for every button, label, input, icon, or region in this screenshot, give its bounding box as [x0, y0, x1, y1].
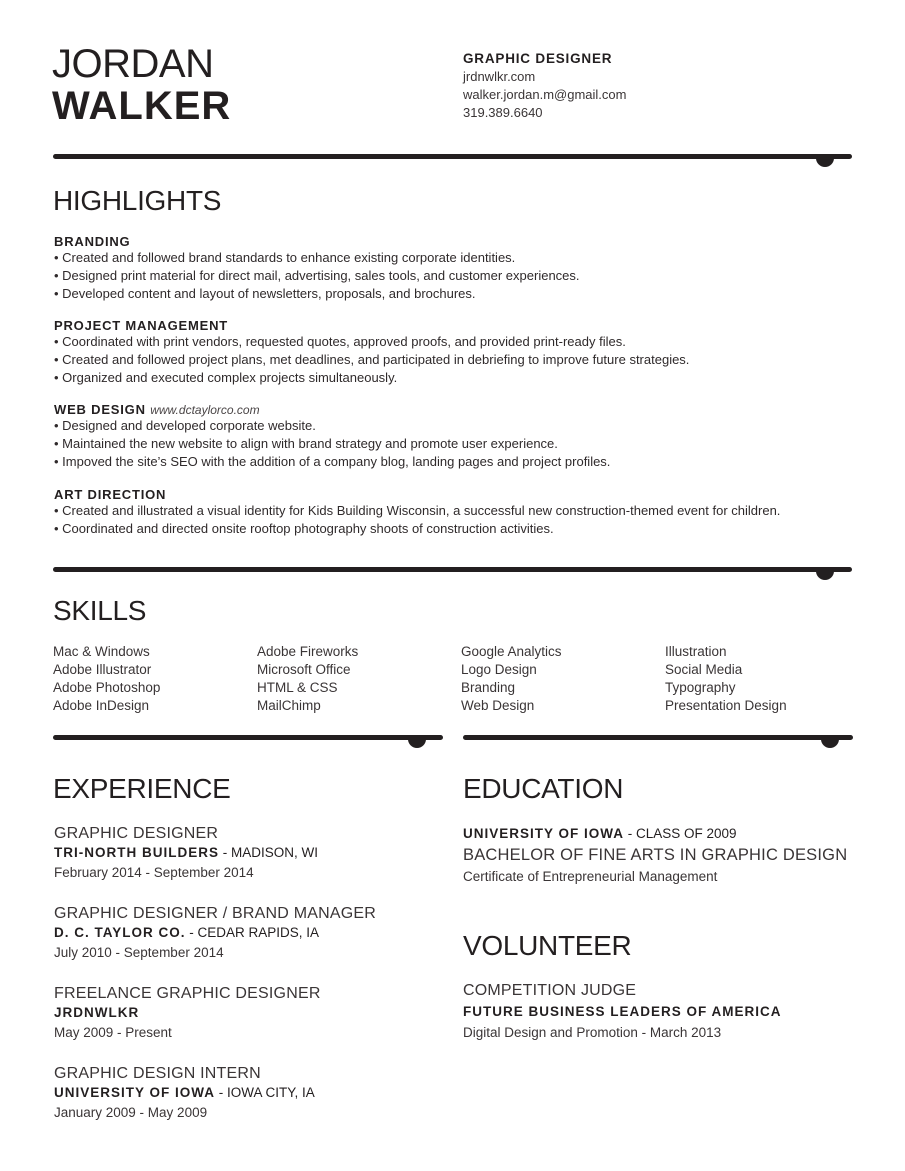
skill-item: MailChimp [257, 698, 321, 713]
highlight-item: • Created and followed brand standards to enhance existing corporate identities. [54, 250, 516, 265]
experience-entry [54, 824, 444, 884]
highlight-heading: ART DIRECTION [54, 487, 167, 502]
highlight-heading [54, 402, 854, 417]
highlight-heading-text: WEB DESIGN [54, 402, 146, 417]
job-title: GRAPHIC DESIGN INTERN [54, 1065, 261, 1082]
highlight-item: • Maintained the new website to align with brand strategy and promote user experience. [54, 436, 558, 451]
divider-rule [53, 567, 852, 572]
divider-rule [53, 735, 443, 740]
school-name: UNIVERSITY OF IOWA [463, 826, 625, 841]
skill-item: Adobe Illustrator [53, 662, 152, 677]
skills-column [53, 643, 160, 715]
job-employer [54, 923, 444, 942]
divider-dot [816, 158, 834, 167]
skill-item: Typography [665, 680, 736, 695]
highlight-item: • Designed print material for direct mail, advertising, sales tools, and customer experiences. [54, 268, 580, 283]
first-name: JORDAN [52, 42, 214, 86]
contact-block [463, 50, 626, 122]
experience-entry [54, 1064, 444, 1124]
highlight-item: • Impoved the site’s SEO with the addition of a company blog, landing pages and project profiles. [54, 454, 611, 469]
skill-item: Web Design [461, 698, 535, 713]
skills-column [461, 643, 562, 715]
job-employer [54, 1003, 444, 1022]
highlight-heading: BRANDING [54, 234, 131, 249]
experience-title: EXPERIENCE [53, 773, 231, 804]
skills-title: SKILLS [53, 595, 147, 626]
highlight-heading: PROJECT MANAGEMENT [54, 318, 229, 333]
highlight-item: • Organized and executed complex projects simultaneously. [54, 370, 398, 385]
job-dates: July 2010 - September 2014 [54, 945, 224, 960]
skill-item: Adobe InDesign [53, 698, 150, 713]
certificate: Certificate of Entrepreneurial Management [463, 869, 718, 884]
employer-location: - MADISON, WI [219, 845, 318, 860]
education-title: EDUCATION [463, 773, 624, 804]
skill-item: Adobe Photoshop [53, 680, 161, 695]
highlight-group-project-management [54, 318, 854, 387]
skill-item: Google Analytics [461, 644, 562, 659]
employer-name: JRDNWLKR [54, 1005, 140, 1020]
highlights-title: HIGHLIGHTS [53, 185, 222, 216]
job-title: GRAPHIC DESIGNER [54, 825, 219, 842]
employer-location: - CEDAR RAPIDS, IA [185, 925, 320, 940]
highlight-item: • Created and followed project plans, met deadlines, and participated in debriefing to improve future strategies. [54, 352, 690, 367]
skill-item: Branding [461, 680, 516, 695]
volunteer-role: COMPETITION JUDGE [463, 982, 637, 999]
job-dates: January 2009 - May 2009 [54, 1105, 208, 1120]
divider-dot [408, 739, 426, 748]
skill-item: Adobe Fireworks [257, 644, 359, 659]
skill-item: Social Media [665, 662, 743, 677]
employer-name: UNIVERSITY OF IOWA [54, 1085, 216, 1100]
job-role: GRAPHIC DESIGNER [463, 51, 613, 66]
employer-location: - IOWA CITY, IA [215, 1085, 315, 1100]
skills-column [665, 643, 787, 715]
divider-rule [463, 735, 853, 740]
school [463, 824, 863, 843]
skills-column [257, 643, 358, 715]
highlight-group-web-design [54, 402, 854, 471]
volunteer-org [463, 1000, 863, 1024]
job-title: FREELANCE GRAPHIC DESIGNER [54, 985, 321, 1002]
skill-item: Logo Design [461, 662, 537, 677]
highlight-group-branding [54, 234, 854, 303]
highlight-item: • Created and illustrated a visual identity for Kids Building Wisconsin, a successful new construction-themed event for children. [54, 503, 781, 518]
experience-entry [54, 904, 444, 964]
employer-name: D. C. TAYLOR CO. [54, 925, 186, 940]
job-dates: May 2009 - Present [54, 1025, 172, 1040]
education-entry [463, 824, 863, 887]
portfolio-url-link[interactable]: www.dctaylorco.com [150, 403, 260, 417]
employer-name: TRI-NORTH BUILDERS [54, 845, 219, 860]
highlight-item: • Coordinated with print vendors, requested quotes, approved proofs, and provided print-ready files. [54, 334, 626, 349]
degree: BACHELOR OF FINE ARTS IN GRAPHIC DESIGN [463, 846, 848, 864]
last-name: WALKER [52, 84, 232, 128]
highlight-item: • Coordinated and directed onsite rooftop photography shoots of construction activities. [54, 521, 554, 536]
skill-item: Presentation Design [665, 698, 787, 713]
website-link[interactable]: jrdnwlkr.com [463, 69, 536, 84]
phone-number: 319.389.6640 [463, 105, 543, 120]
volunteer-org-name: FUTURE BUSINESS LEADERS OF AMERICA [463, 1004, 782, 1019]
skill-item: Mac & Windows [53, 644, 150, 659]
job-title: GRAPHIC DESIGNER / BRAND MANAGER [54, 905, 377, 922]
experience-entry [54, 984, 444, 1044]
skill-item: Microsoft Office [257, 662, 351, 677]
email-link[interactable]: walker.jordan.m@gmail.com [463, 87, 627, 102]
volunteer-detail: Digital Design and Promotion - March 2013 [463, 1025, 722, 1040]
job-dates: February 2014 - September 2014 [54, 865, 254, 880]
job-employer [54, 843, 444, 862]
volunteer-entry [463, 981, 863, 1042]
highlight-item: • Designed and developed corporate website. [54, 418, 316, 433]
divider-dot [816, 571, 834, 580]
volunteer-title: VOLUNTEER [463, 930, 632, 961]
highlight-item: • Developed content and layout of newsletters, proposals, and brochures. [54, 286, 476, 301]
skill-item: Illustration [665, 644, 727, 659]
class-year: - CLASS OF 2009 [624, 826, 737, 841]
skill-item: HTML & CSS [257, 680, 338, 695]
highlight-group-art-direction [54, 487, 854, 538]
divider-dot [821, 739, 839, 748]
job-employer [54, 1083, 444, 1102]
divider-rule [53, 154, 852, 159]
